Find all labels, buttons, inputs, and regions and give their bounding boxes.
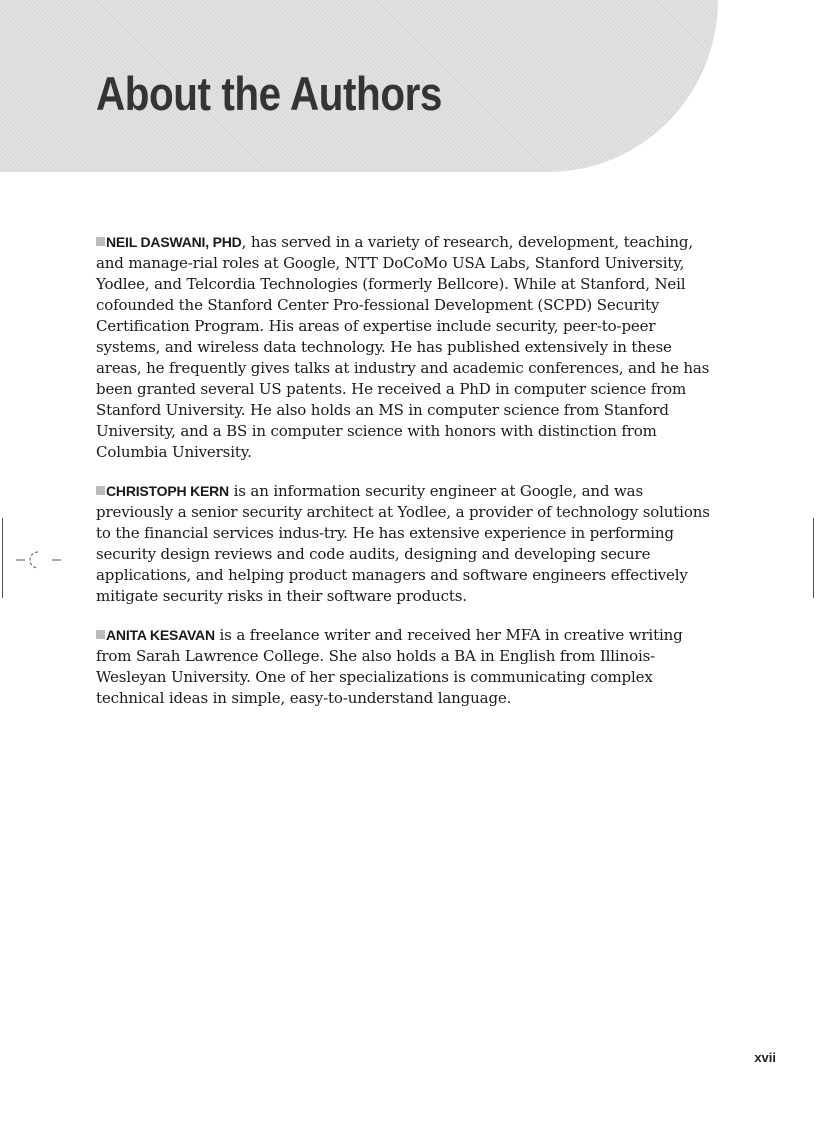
bullet-icon <box>96 237 105 246</box>
right-margin-rule <box>813 518 814 598</box>
page-number: xvii <box>754 1050 776 1065</box>
author-name: ANITA KESAVAN <box>106 627 215 643</box>
header-band <box>0 0 718 172</box>
author-bio-text: is a freelance writer and received her MFA in creative writing from Sarah Lawrence College. She also holds a BA in English from Illinois-Wesleyan University. One of her specializations is communicating complex technical ideas in simple, easy-to-understand language. <box>96 626 683 707</box>
author-bios <box>96 232 718 727</box>
author-name: NEIL DASWANI, PHD <box>106 234 242 250</box>
author-bio-text: , has served in a variety of research, development, teaching, and manage-rial roles at Google, NTT DoCoMo USA Labs, Stanford University, Yodlee, and Telcordia Technologies (formerly Bellcore). While at Stanford, Neil cofounded the Stanford Center Pro-fessional Development (SCPD) Security Certification Program. His areas of expertise include security, peer-to-peer systems, and wireless data technology. He has published extensively in these areas, he frequently gives talks at industry and academic conferences, and he has been granted several US patents. He received a PhD in computer science from Stanford University. He also holds an MS in computer science from Stanford University, and a BS in computer science with honors with distinction from Columbia University. <box>96 233 710 461</box>
author-bio-text: is an information security engineer at Google, and was previously a senior security architect at Yodlee, a provider of technology solutions to the financial services indus-try. He has extensive experience in performing security design reviews and code audits, designing and developing secure applications, and helping product managers and software engineers effectively mitigate security risks in their software products. <box>96 482 710 605</box>
registration-mark-icon <box>16 548 64 572</box>
author-name: CHRISTOPH KERN <box>106 483 229 499</box>
page-title: About the Authors <box>96 67 442 120</box>
author-bio-neil-daswani <box>96 232 718 463</box>
left-margin-rule <box>2 518 3 598</box>
bullet-icon <box>96 486 105 495</box>
author-bio-anita-kesavan <box>96 625 718 709</box>
bullet-icon <box>96 630 105 639</box>
author-bio-christoph-kern <box>96 481 718 607</box>
